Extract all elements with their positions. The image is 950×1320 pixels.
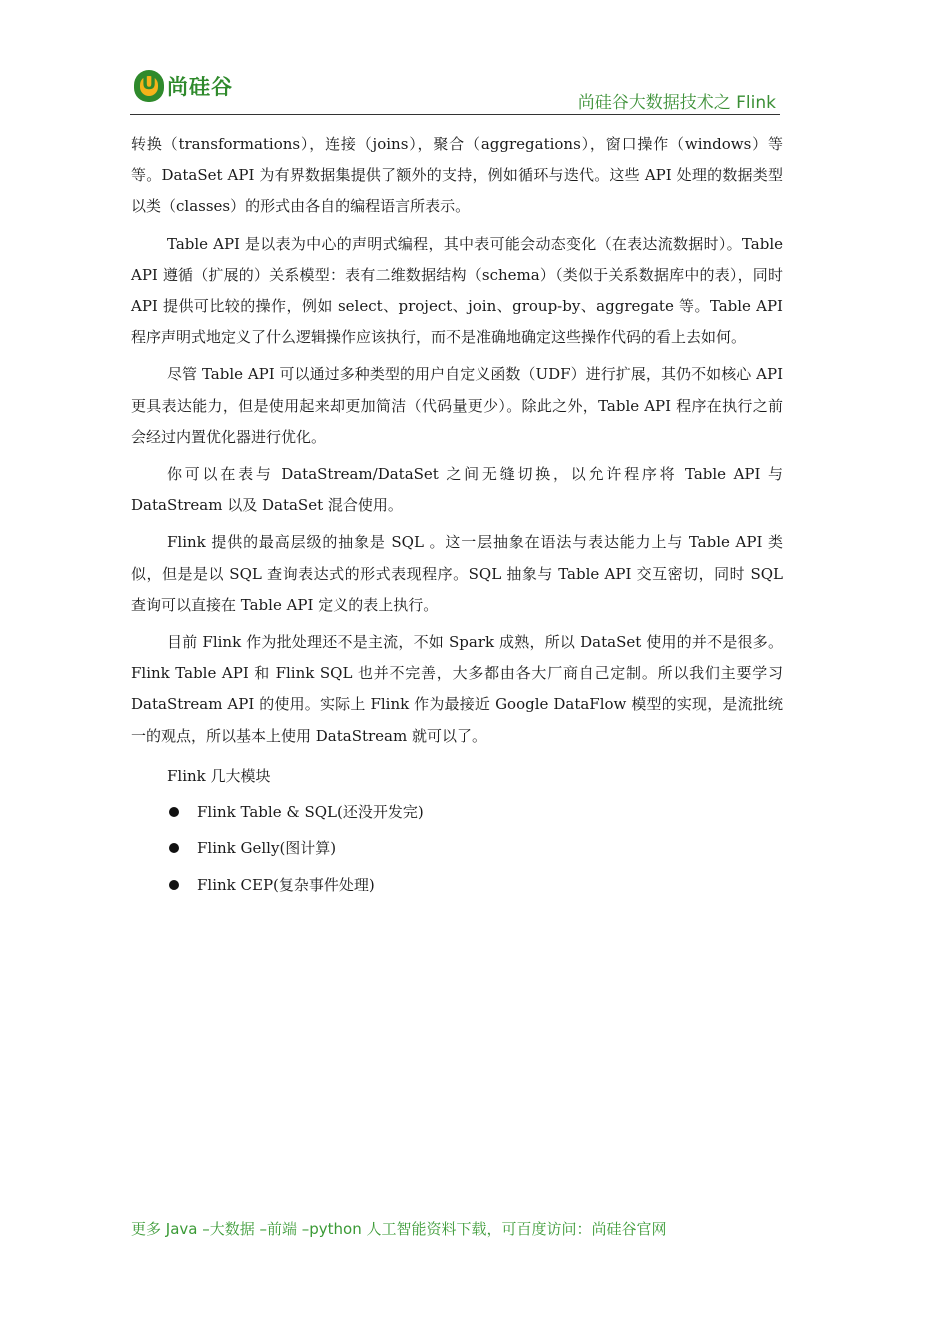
- document-body: [131, 129, 783, 903]
- list-item-label: Flink CEP(复杂事件处理): [197, 875, 375, 894]
- paragraph: 尽管 Table API 可以通过多种类型的用户自定义函数（UDF）进行扩展，其仍不如核心 API 更具表达能力，但是使用起来却更加简洁（代码量更少）。除此之外，Table API 程序在执行之前会经过内置优化器进行优化。: [131, 365, 783, 446]
- header-title: 尚硅谷大数据技术之 Flink: [577, 93, 776, 113]
- paragraph: Table API 是以表为中心的声明式编程，其中表可能会动态变化（在表达流数据时）。Table API 遵循（扩展的）关系模型：表有二维数据结构（schema）（类似于关系数据库中的表），同时 API 提供可比较的操作，例如 select、project、join、group-by、aggregate 等。Table API 程序声明式地定义了什么逻辑操作应该执行，而不是准确地确定这些操作代码的看上去如何。: [131, 234, 783, 347]
- paragraph: 你可以在表与 DataStream/DataSet 之间无缝切换，以允许程序将 Table API 与 DataStream 以及 DataSet 混合使用。: [131, 465, 783, 515]
- logo-icon: [134, 70, 164, 102]
- paragraph: 转换（transformations），连接（joins），聚合（aggregations），窗口操作（windows）等等。DataSet API 为有界数据集提供了额外的支持，例如循环与迭代。这些 API 处理的数据类型以类（classes）的形式由各自的编程语言所表示。: [131, 135, 783, 216]
- bullet-icon: [169, 880, 179, 890]
- logo-text: 尚硅谷: [167, 75, 233, 99]
- bullet-icon: [169, 843, 179, 853]
- list-item-label: Flink Gelly(图计算): [197, 839, 337, 858]
- bullet-icon: [169, 807, 179, 817]
- paragraph: Flink 提供的最高层级的抽象是 SQL 。这一层抽象在语法与表达能力上与 Table API 类似，但是是以 SQL 查询表达式的形式表现程序。SQL 抽象与 Table API 交互密切，同时 SQL 查询可以直接在 Table API 定义的表上执行。: [131, 533, 783, 614]
- paragraph: 目前 Flink 作为批处理还不是主流，不如 Spark 成熟，所以 DataSet 使用的并不是很多。Flink Table API 和 Flink SQL 也并不完善，大多都由各大厂商自己定制。所以我们主要学习 DataStream API 的使用。实际上 Flink 作为最接近 Google DataFlow 模型的实现，是流批统一的观点，所以基本上使用 DataStream 就可以了。: [131, 633, 783, 745]
- modules-title: Flink 几大模块: [167, 766, 271, 785]
- company-logo: [134, 70, 233, 102]
- list-item: [131, 794, 783, 831]
- page-header: [130, 66, 780, 116]
- list-item: [131, 867, 783, 904]
- list-item: [131, 830, 783, 867]
- header-divider: [130, 114, 780, 115]
- modules-list: [131, 794, 783, 904]
- page-footer: 更多 Java –大数据 –前端 –python 人工智能资料下载，可百度访问：尚硅谷官网: [131, 1220, 667, 1238]
- list-item-label: Flink Table & SQL(还没开发完): [197, 802, 424, 821]
